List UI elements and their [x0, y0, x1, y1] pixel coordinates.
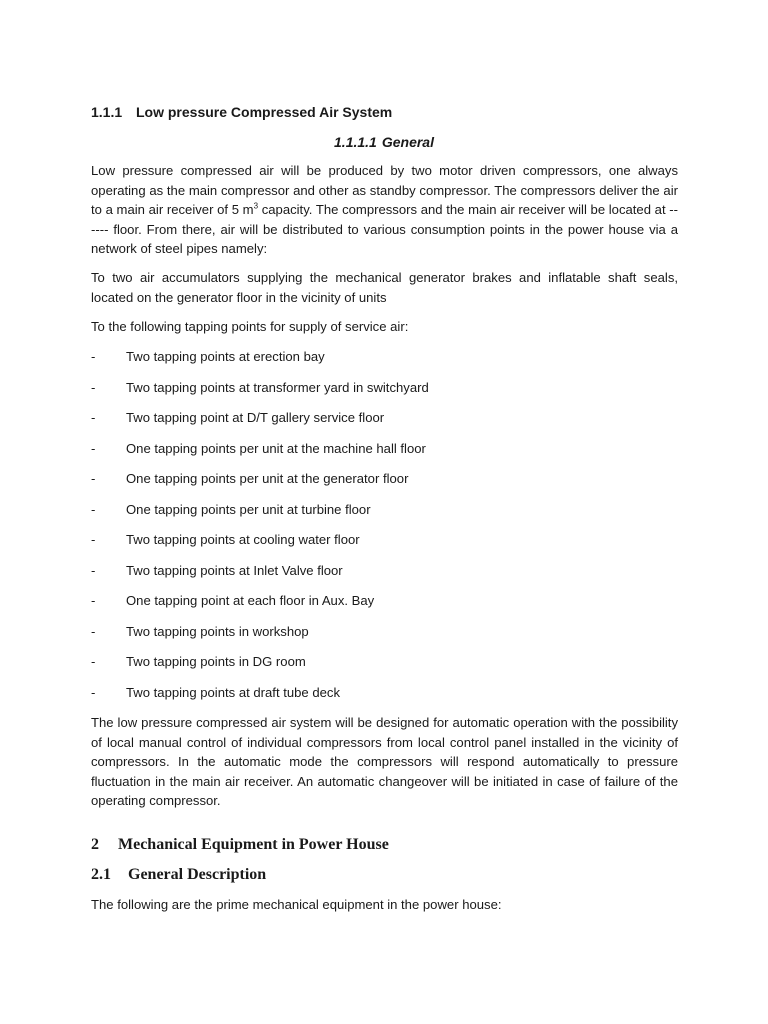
list-item-text: Two tapping points at draft tube deck: [126, 684, 341, 700]
list-item: [91, 622, 429, 653]
list-item-text: Two tapping point at D/T gallery service floor: [126, 410, 385, 425]
paragraph-text: capacity. The compressors and the main air receiver will be located at ------ floor. From there, air will be distributed to various consumption points in the power house via a network of steel pipes namely:: [91, 202, 679, 257]
paragraph-equipment-intro: The following are the prime mechanical equipment in the power house:: [91, 897, 502, 912]
list-item: [91, 378, 429, 409]
section-title: Low pressure Compressed Air System: [136, 104, 393, 120]
list-item-text: Two tapping points at transformer yard in switchyard: [126, 379, 429, 395]
list-item-text: One tapping point at each floor in Aux. Bay: [126, 593, 375, 608]
tapping-points-list: [91, 347, 429, 713]
list-item-text: One tapping points per unit at turbine floor: [126, 501, 371, 517]
list-bullet: -: [91, 471, 96, 486]
section-number: 2.1: [91, 866, 111, 883]
section-title: Mechanical Equipment in Power House: [118, 836, 389, 853]
list-bullet: -: [91, 654, 96, 669]
list-bullet: -: [91, 684, 96, 700]
paragraph-text: Low pressure compressed air will be produced by two motor driven compressors, one always operating as the main compressor and other as standby compressor. The compressors deliver the air to a main air receiver of 5 m: [91, 163, 678, 218]
list-item: [91, 652, 429, 683]
section-number: 2: [91, 836, 99, 853]
list-item: [91, 591, 429, 622]
list-item: [91, 530, 429, 561]
superscript: 3: [253, 201, 259, 211]
list-item-text: One tapping points per unit at the generator floor: [126, 471, 409, 486]
paragraph-accumulators: To two air accumulators supplying the mechanical generator brakes and inflatable shaft seals, located on the generator floor in the vicinity of units: [91, 270, 678, 305]
list-item-text: Two tapping points in workshop: [126, 623, 309, 639]
list-item-text: Two tapping points at Inlet Valve floor: [126, 562, 343, 578]
section-heading-1-1-1-1: [0, 134, 768, 150]
list-item: [91, 561, 429, 592]
paragraph-tapping-intro: To the following tapping points for supply of service air:: [91, 319, 409, 334]
paragraph-intro: [91, 161, 678, 259]
list-item: [91, 469, 429, 500]
list-item: [91, 500, 429, 531]
list-bullet: -: [91, 349, 96, 364]
section-number: 1.1.1.1: [334, 134, 377, 150]
list-bullet: -: [91, 593, 96, 608]
list-bullet: -: [91, 501, 96, 517]
section-number: 1.1.1: [91, 104, 123, 120]
section-title: General: [381, 134, 434, 150]
list-item: [91, 408, 429, 439]
list-item: [91, 683, 429, 714]
list-bullet: -: [91, 410, 96, 425]
list-bullet: -: [91, 623, 96, 639]
section-heading-2: [91, 836, 389, 854]
list-item: [91, 347, 429, 378]
section-heading-2-1: [91, 866, 266, 884]
list-item-text: One tapping points per unit at the machine hall floor: [126, 440, 426, 456]
section-title: General Description: [128, 866, 267, 883]
section-heading-1-1-1: [91, 104, 392, 120]
list-bullet: -: [91, 562, 96, 578]
list-bullet: -: [91, 379, 96, 395]
list-bullet: -: [91, 440, 96, 456]
list-item-text: Two tapping points at cooling water floor: [126, 532, 360, 547]
paragraph-automatic-operation: The low pressure compressed air system will be designed for automatic operation with the possibility of local manual control of individual compressors from local control panel installed in the vicinity of compressors. In the automatic mode the compressors will respond automatically to pressure fluctuation in the main air receiver. An automatic changeover will be initiated in case of failure of the operating compressor.: [91, 715, 678, 809]
list-bullet: -: [91, 532, 96, 547]
list-item-text: Two tapping points at erection bay: [126, 349, 325, 364]
list-item-text: Two tapping points in DG room: [126, 654, 306, 669]
list-item: [91, 439, 429, 470]
